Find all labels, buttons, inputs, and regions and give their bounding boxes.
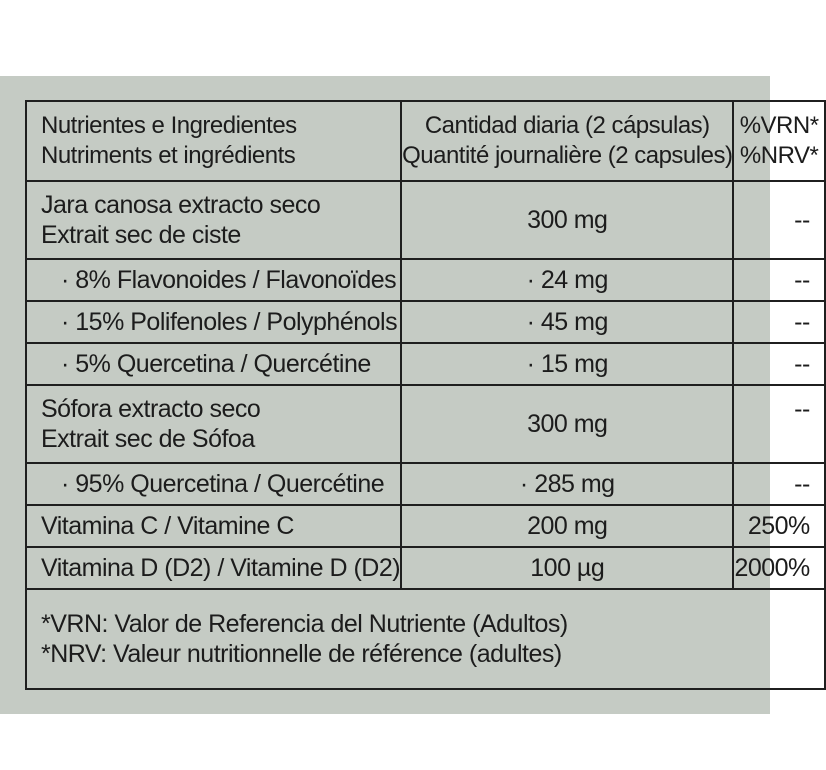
row-amount: 300 mg	[401, 181, 733, 259]
table-row	[26, 463, 825, 505]
header-amount	[401, 101, 733, 181]
row-ingredient: · 5% Quercetina / Quercétine	[26, 343, 401, 385]
row-percent: --	[733, 343, 824, 385]
footnote-nrv: *NRV: Valeur nutritionnelle de référence (adultes)	[41, 640, 562, 668]
header-amount-es: Cantidad diaria (2 cápsulas)	[424, 112, 710, 139]
row-percent: --	[733, 385, 824, 463]
row-ingredient: · 15% Polifenoles / Polyphénols	[26, 301, 401, 343]
row-amount: · 15 mg	[401, 343, 733, 385]
row-ingredient: · 95% Quercetina / Quercétine	[26, 463, 401, 505]
header-percent	[733, 101, 824, 181]
table-row	[26, 259, 825, 301]
row-percent: --	[733, 259, 824, 301]
footnote	[26, 589, 825, 689]
header-nutrients-fr: Nutriments et ingrédients	[41, 142, 296, 169]
row-percent: --	[733, 463, 824, 505]
footnote-vrn: *VRN: Valor de Referencia del Nutriente (Adultos)	[41, 610, 568, 638]
table-row	[26, 385, 825, 463]
row-percent: --	[733, 301, 824, 343]
row-percent: --	[733, 181, 824, 259]
row-amount: 100 µg	[401, 547, 733, 589]
ingredient-name-fr: Extrait sec de Sófoa	[41, 425, 255, 453]
table-row	[26, 181, 825, 259]
row-percent: 250%	[733, 505, 824, 547]
row-percent: 2000%	[733, 547, 824, 589]
row-ingredient: · 8% Flavonoides / Flavonoïdes	[26, 259, 401, 301]
nutrition-table	[25, 100, 826, 690]
header-percent-nrv: %NRV*	[739, 142, 819, 169]
table-row	[26, 343, 825, 385]
row-amount: 200 mg	[401, 505, 733, 547]
row-ingredient	[26, 385, 401, 463]
row-ingredient: Vitamina D (D2) / Vitamine D (D2)	[26, 547, 401, 589]
header-nutrients-es: Nutrientes e Ingredientes	[41, 112, 297, 139]
table-row	[26, 301, 825, 343]
row-ingredient	[26, 181, 401, 259]
ingredient-name-es: Sófora extracto seco	[41, 395, 261, 423]
ingredient-name-fr: Extrait sec de ciste	[41, 221, 241, 249]
header-nutrients	[26, 101, 401, 181]
header-amount-fr: Quantité journalière (2 capsules)	[402, 142, 733, 169]
row-amount: 300 mg	[401, 385, 733, 463]
row-ingredient: Vitamina C / Vitamine C	[26, 505, 401, 547]
table-header-row	[26, 101, 825, 181]
ingredient-name-es: Jara canosa extracto seco	[41, 191, 321, 219]
header-percent-vrn: %VRN*	[739, 112, 819, 139]
row-amount: · 45 mg	[401, 301, 733, 343]
table-row	[26, 505, 825, 547]
row-amount: · 285 mg	[401, 463, 733, 505]
footnote-row	[26, 589, 825, 689]
table-row	[26, 547, 825, 589]
row-amount: · 24 mg	[401, 259, 733, 301]
